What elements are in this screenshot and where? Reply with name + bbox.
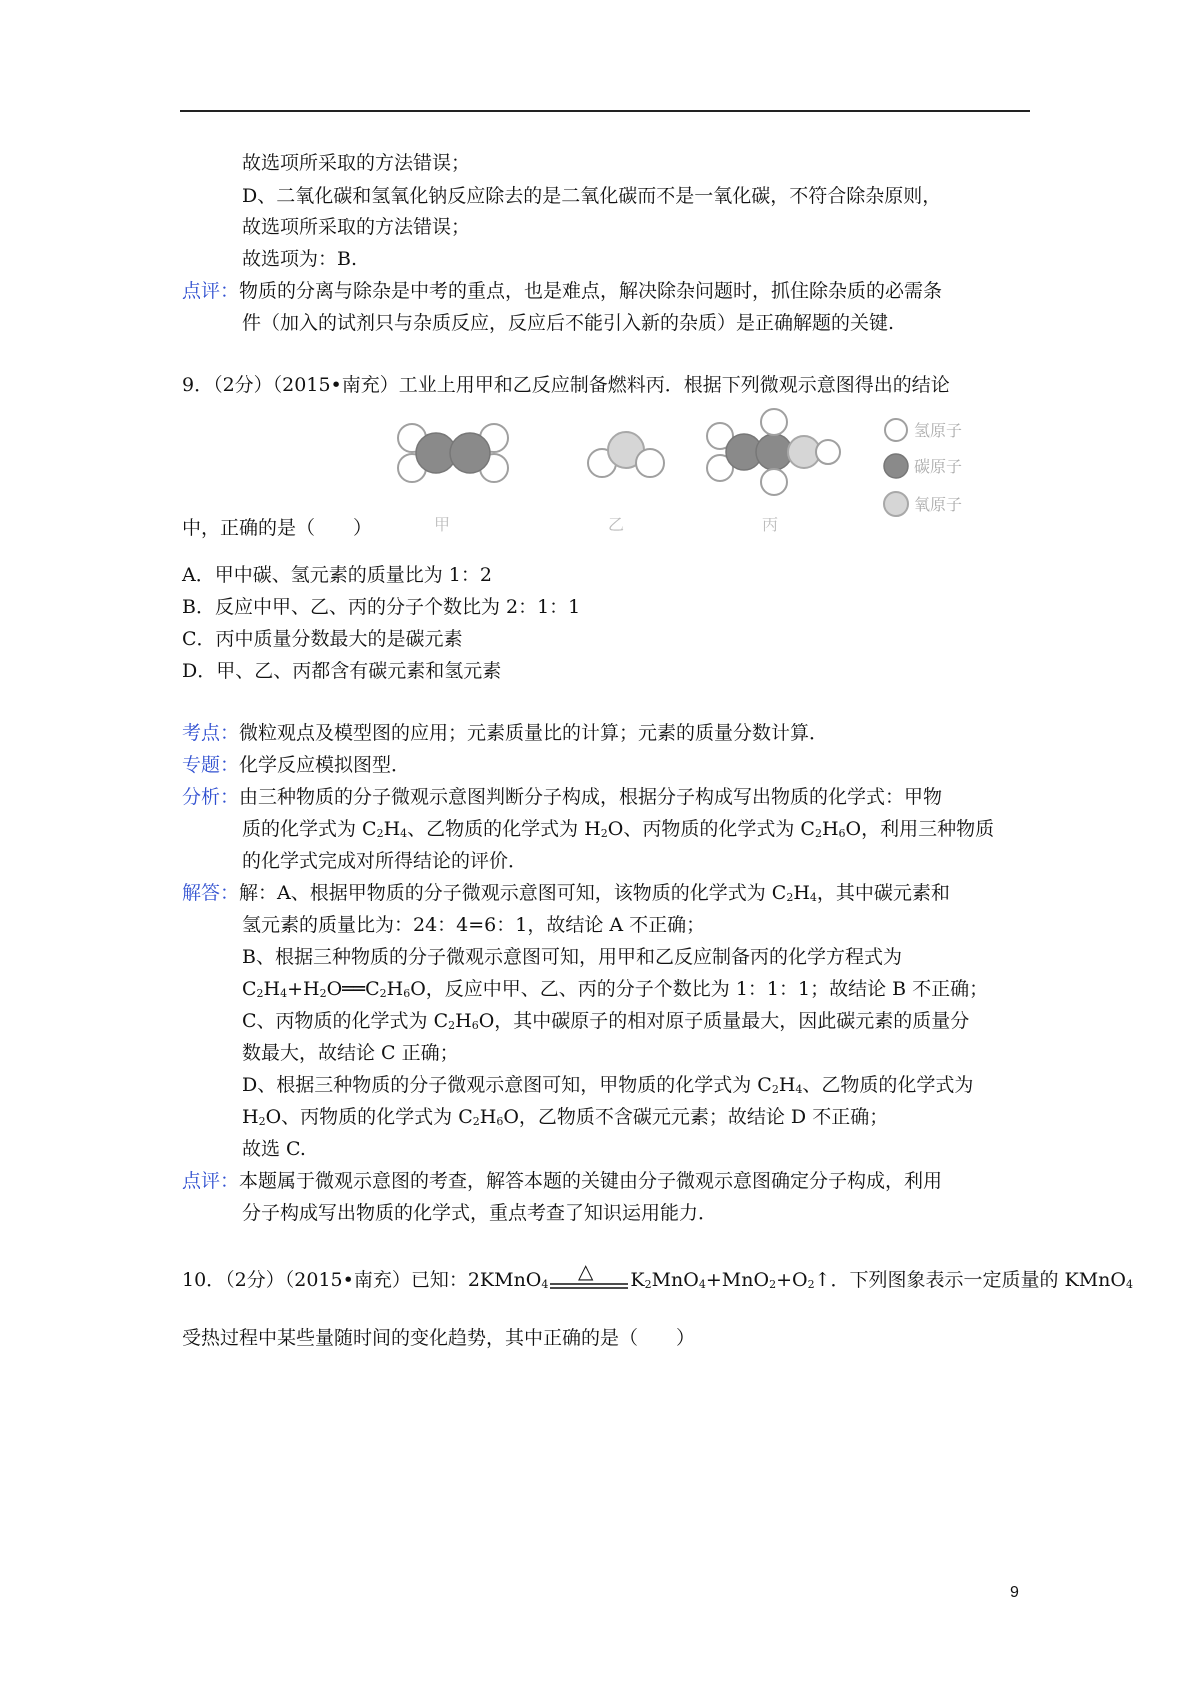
fenxi-text: 由三种物质的分子微观示意图判断分子构成，根据分子构成写出物质的化学式：甲物 [239, 786, 943, 808]
molecule-diagram [390, 408, 990, 540]
question-10-stem: 10．（2分）（2015•南充）已知：2KMnO$_4$ △ $K_2MnO_4+MnO_2+O_2↑$．下列图象表示一定质量的 KMnO$_4$ [182, 1262, 1133, 1298]
dianping-line-2: 分子构成写出物质的化学式，重点考查了知识运用能力． [242, 1202, 718, 1224]
option-c: C．丙中质量分数最大的是碳元素 [182, 628, 463, 650]
jieda-equation-line: $C_2H_4+H_2O══C_2H_6O$，反应中甲、乙、丙的分子个数比为 1：1：1；故结论 B 不正确； [242, 978, 989, 1000]
fenxi-line-3: 的化学式完成对所得结论的评价． [242, 850, 528, 872]
dianping: 点评：本题属于微观示意图的考查，解答本题的关键由分子微观示意图确定分子构成，利用 [182, 1170, 943, 1192]
jieda-line: B、根据三种物质的分子微观示意图可知，用甲和乙反应制备丙的化学方程式为 [242, 946, 902, 968]
kaodian-text: 微粒观点及模型图的应用；元素质量比的计算；元素的质量分数计算． [239, 722, 829, 744]
diagram-legend [884, 419, 962, 516]
legend-carbon: 碳原子 [914, 457, 963, 476]
jieda-label: 解答： [182, 882, 240, 904]
zhuanti [182, 752, 410, 778]
fenxi [182, 784, 942, 810]
text-line: 件（加入的试剂只与杂质反应，反应后不能引入新的杂质）是正确解题的关键. [242, 312, 895, 334]
kaodian [182, 720, 828, 746]
text-line: D、二氧化碳和氢氧化钠反应除去的是二氧化碳而不是一氧化碳，不符合除杂原则， [242, 185, 942, 207]
question-10-stem-2: 受热过程中某些量随时间的变化趋势，其中正确的是（ ） [182, 1327, 696, 1349]
jieda-line: 故选 C. [242, 1138, 306, 1160]
text-line: 故选项所采取的方法错误； [242, 216, 471, 238]
page-number: 9 [1010, 1584, 1019, 1601]
zhuanti-text: 化学反应模拟图型． [239, 754, 411, 776]
option-a: A．甲中碳、氢元素的质量比为 1：2 [182, 564, 492, 586]
jieda-line: 数最大，故结论 C 正确； [242, 1042, 459, 1064]
option-d: D．甲、乙、丙都含有碳元素和氢元素 [182, 660, 502, 682]
legend-hydrogen: 氢原子 [914, 421, 963, 440]
kaodian-label: 考点： [182, 722, 240, 744]
text-line: 故选项为：B. [242, 248, 358, 270]
jieda-line: C、丙物质的化学式为 $C_2H_6O$，其中碳原子的相对原子质量最大，因此碳元素的质量分 [242, 1010, 970, 1032]
jieda-line: $H_2O$、丙物质的化学式为 $C_2H_6O$，乙物质不含碳元元素；故结论 D 不正确； [242, 1106, 889, 1128]
header-rule [180, 110, 1030, 112]
question-9-stem: 9．（2分）（2015•南充）工业上用甲和乙反应制备燃料丙．根据下列微观示意图得出的结论 [182, 374, 950, 396]
comment-paragraph [182, 278, 942, 304]
molecule-bing [707, 409, 840, 495]
zhuanti-label: 专题： [182, 754, 240, 776]
label-bing: 丙 [762, 515, 779, 534]
label-jia: 甲 [434, 515, 451, 534]
text-line: 故选项所采取的方法错误； [242, 152, 471, 174]
jieda-line: D、根据三种物质的分子微观示意图可知，甲物质的化学式为 $C_2H_4$、乙物质的化学式为 [242, 1074, 974, 1096]
molecule-yi [588, 432, 664, 477]
heating-condition [548, 1262, 630, 1292]
delta-symbol: △ [578, 1262, 594, 1283]
molecule-jia [398, 424, 508, 482]
dianping-label: 点评： [182, 1170, 240, 1192]
fenxi-label: 分析： [182, 786, 240, 808]
option-b: B．反应中甲、乙、丙的分子个数比为 2：1：1 [182, 596, 581, 618]
question-9-stem-end: 中，正确的是（ ） [182, 517, 373, 539]
comment-text: 物质的分离与除杂是中考的重点，也是难点，解决除杂问题时，抓住除杂质的必需条 [239, 280, 943, 302]
jieda-line: 氢元素的质量比为：24：4=6：1，故结论 A 不正确； [242, 914, 706, 936]
legend-oxygen: 氧原子 [914, 495, 963, 514]
label-yi: 乙 [608, 515, 625, 534]
jieda: 解答：解：A、根据甲物质的分子微观示意图可知，该物质的化学式为 $C_2H_4$，其中碳元素和 [182, 882, 950, 904]
fenxi-line-2: 质的化学式为 $C_2H_4$、乙物质的化学式为 $H_2O$、丙物质的化学式为 $C_2H_6O$，利用三种物质 [242, 818, 995, 840]
comment-label: 点评： [182, 280, 240, 302]
